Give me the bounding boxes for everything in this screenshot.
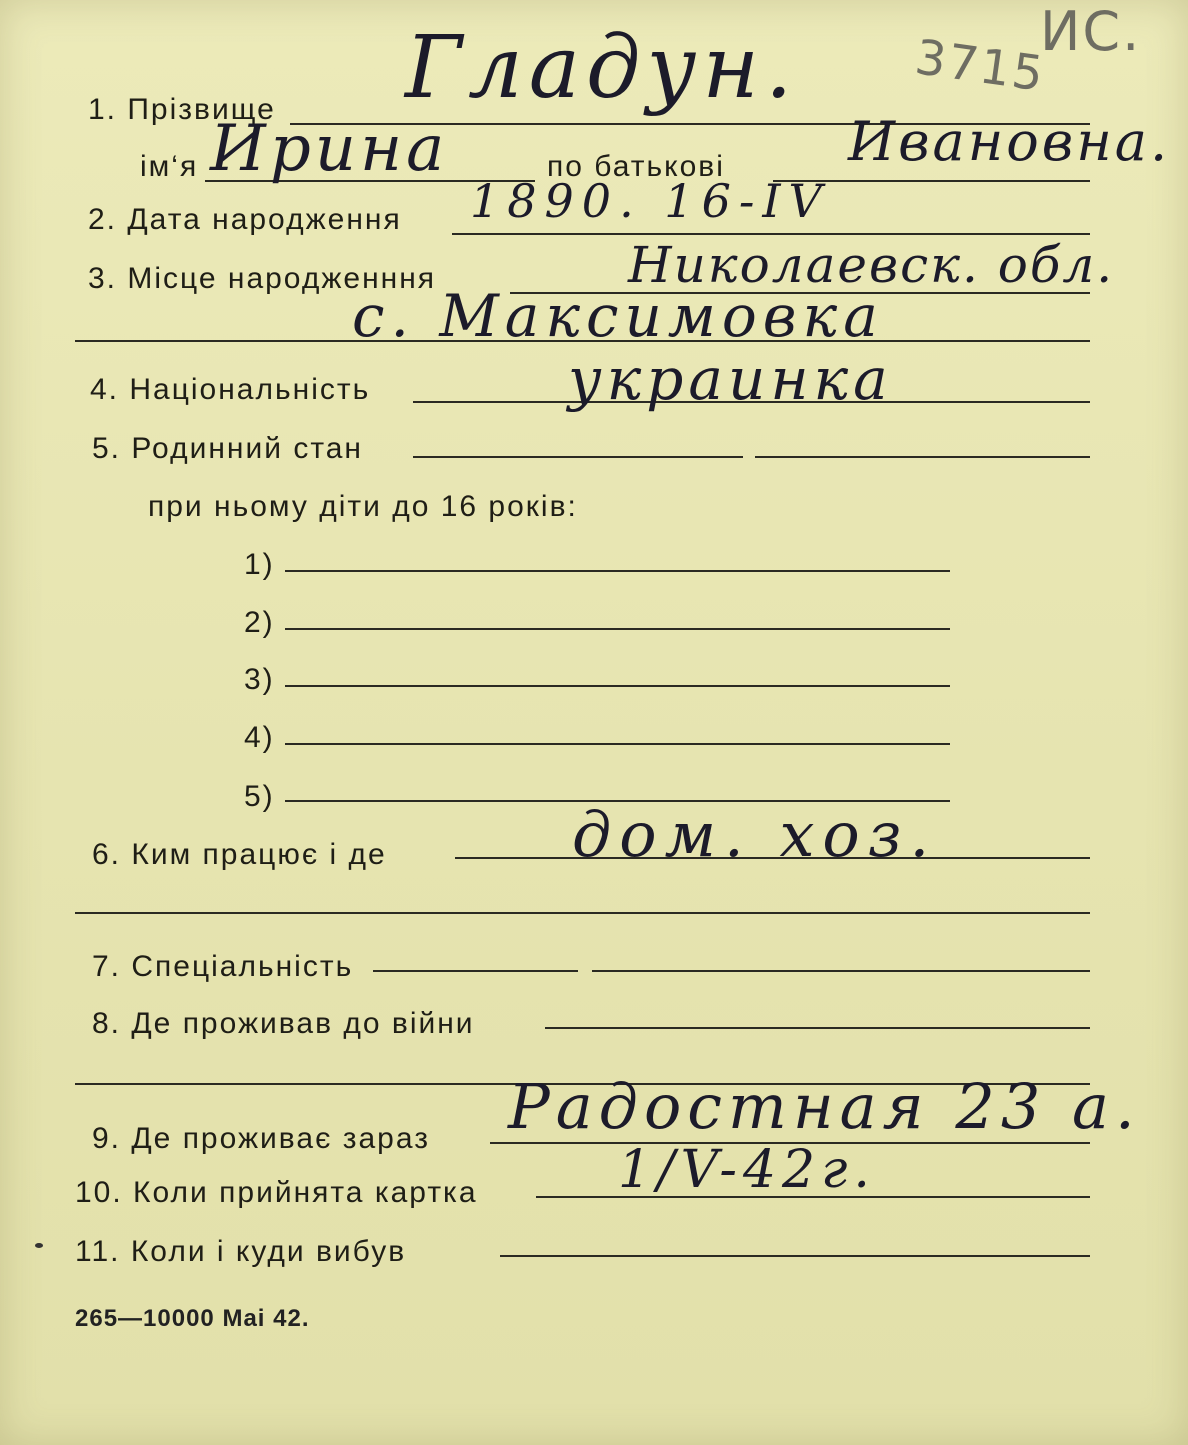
family-label: 5. Родинний стан: [92, 432, 363, 465]
child3-label: 3): [244, 663, 275, 696]
ink-spot: [35, 1243, 43, 1248]
child2-line: [285, 628, 950, 630]
name-label: ім‘я: [140, 150, 199, 183]
birthdate-label: 2. Дата народження: [88, 203, 402, 236]
prewar-label: 8. Де проживав до війни: [92, 1007, 475, 1040]
child1-label: 1): [244, 548, 275, 581]
current-handwriting: Радостная 23 а.: [508, 1070, 1141, 1143]
nationality-handwriting: украинка: [568, 345, 893, 413]
birthdate-handwriting: 1890. 16-IV: [470, 174, 830, 228]
birthplace-label: 3. Місце народженння: [88, 262, 437, 295]
prewar-line: [545, 1027, 1090, 1029]
birthplace-handwriting-1: Николаевск. обл.: [628, 236, 1115, 294]
work-handwriting: дом. хоз.: [572, 798, 938, 871]
name-handwriting: Ирина: [210, 112, 449, 186]
card-date-handwriting: 1/V-42г.: [618, 1140, 876, 1200]
birthplace-handwriting-2: с. Максимовка: [352, 282, 884, 350]
pencil-initials: ИС.: [1040, 0, 1142, 63]
family-line-a: [413, 456, 743, 458]
surname-handwriting: Гладун.: [405, 18, 799, 118]
nationality-label: 4. Національність: [90, 373, 371, 406]
specialty-label: 7. Спеціальність: [92, 950, 354, 983]
child3-line: [285, 685, 950, 687]
work-label: 6. Ким працює і де: [92, 838, 387, 871]
surname-label: 1. Прізвище: [88, 93, 276, 126]
child4-line: [285, 743, 950, 745]
child4-label: 4): [244, 721, 275, 754]
specialty-line-a: [373, 970, 578, 972]
child5-label: 5): [244, 780, 275, 813]
print-code: 265—10000 Mai 42.: [75, 1305, 310, 1332]
family-line-b: [755, 456, 1090, 458]
departed-label: 11. Коли і куди вибув: [75, 1235, 407, 1268]
patronymic-handwriting: Ивановна.: [848, 110, 1171, 173]
birthdate-line: [452, 233, 1090, 235]
specialty-line-b: [592, 970, 1090, 972]
departed-line: [500, 1255, 1090, 1257]
pencil-number: 3715: [911, 29, 1049, 103]
work-line-2: [75, 912, 1090, 914]
patronymic-label: по батькові: [547, 150, 725, 183]
children-label: при ньому діти до 16 років:: [148, 490, 578, 523]
child2-label: 2): [244, 606, 275, 639]
card-accepted-label: 10. Коли прийнята картка: [75, 1176, 478, 1209]
current-label: 9. Де проживає зараз: [92, 1122, 430, 1155]
child1-line: [285, 570, 950, 572]
